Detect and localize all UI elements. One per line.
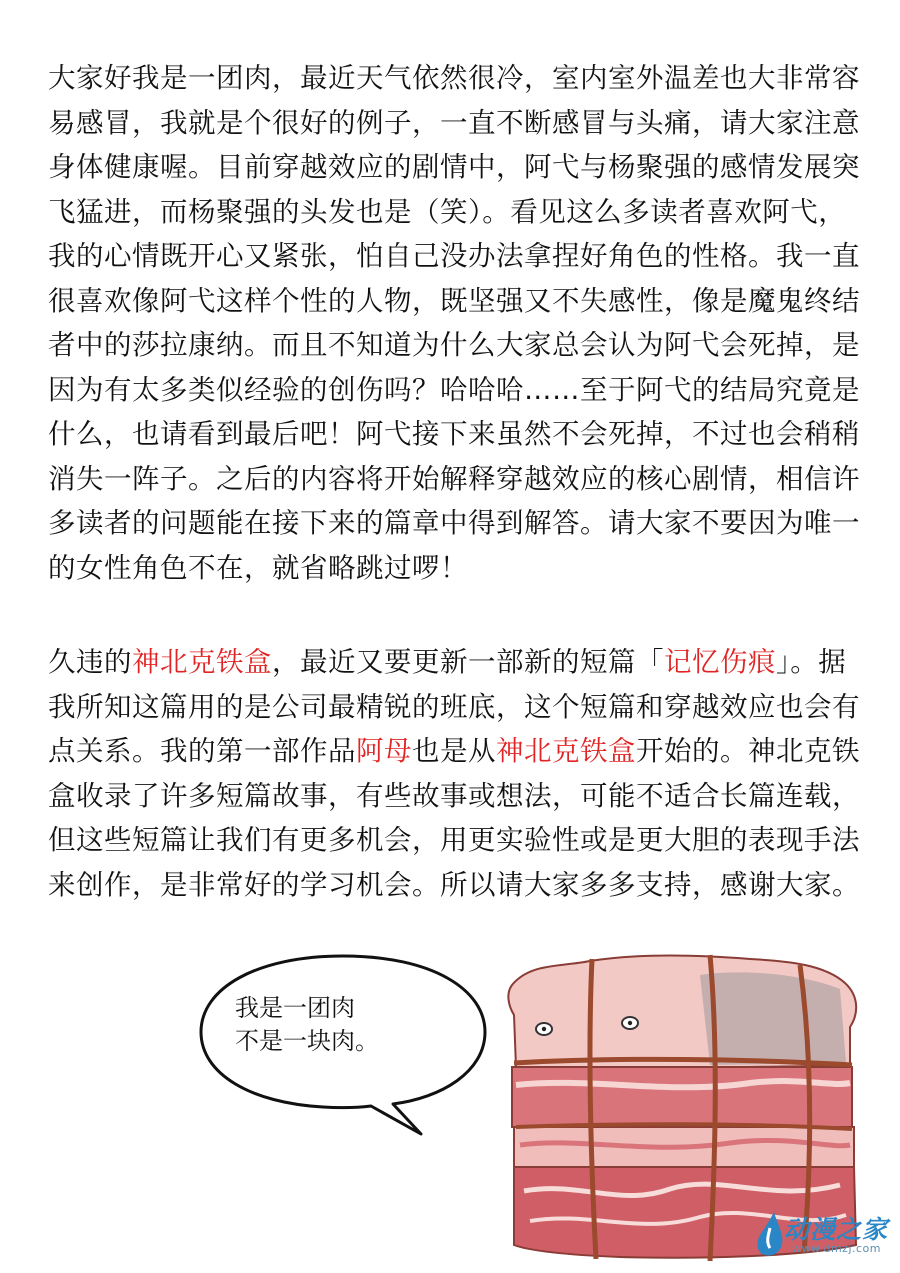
text-line: 身体健康喔。目前穿越效应的剧情中，阿弋与杨聚强的感情发展突 [48,151,860,183]
text-line: 盒收录了许多短篇故事，有些故事或想法，可能不适合长篇连载， [48,779,860,812]
water-drop-icon [748,1208,788,1263]
text-line: 我所知这篇用的是公司最精锐的班底，这个短篇和穿越效应也会有 [48,690,860,723]
text-line: 很喜欢像阿弋这样个性的人物，既坚强又不失感性，像是魔鬼终结 [48,284,860,317]
speech-bubble-text [235,992,379,1058]
text-line: 的女性角色不在，就省略跳过啰！ [48,551,468,584]
text-segment: 也是从 [412,735,496,767]
speech-line: 不是一块肉。 [235,1027,379,1055]
highlight-work-title: 阿母 [356,735,412,767]
text-line: 多读者的问题能在接下来的篇章中得到解答。请大家不要因为唯一 [48,507,860,539]
text-line: 者中的莎拉康纳。而且不知道为什么大家总会认为阿弋会死掉，是 [48,329,860,361]
logo-url: www.dmzj.com [792,1242,881,1255]
paragraph-two [48,640,858,907]
logo-text: 动漫之家 [784,1215,889,1244]
paragraph-one [48,56,858,590]
text-line: 易感冒，我就是个很好的例子，一直不断感冒与头痛，请大家注意 [48,106,860,139]
highlight-book-title: 神北克铁盒 [132,646,272,678]
text-line: 消失一阵子。之后的内容将开始解释穿越效应的核心剧情，相信许 [48,462,860,495]
text-segment: 开始的。神北克铁 [636,735,860,767]
text-line: 大家好我是一团肉，最近天气依然很冷，室内室外温差也大非常容 [48,62,860,94]
speech-bubble [193,950,493,1140]
text-line: 我的心情既开心又紧张，怕自己没办法拿捏好角色的性格。我一直 [48,240,860,272]
highlight-book-title: 神北克铁盒 [496,735,636,767]
watermark-logo [748,1208,893,1263]
text-line: 什么，也请看到最后吧！阿弋接下来虽然不会死掉，不过也会稍稍 [48,418,860,450]
text-segment: ，最近又要更新一部新的短篇「 [272,646,664,678]
text-line: 飞猛进，而杨聚强的头发也是（笑）。看见这么多读者喜欢阿弋， [48,195,847,228]
text-segment: 久违的 [48,646,132,678]
text-line: 但这些短篇让我们有更多机会，用更实验性或是更大胆的表现手法 [48,824,860,856]
text-line [48,640,858,685]
text-line [48,729,858,774]
text-line: 因为有太多类似经验的创伤吗？哈哈哈……至于阿弋的结局究竟是 [48,373,860,406]
speech-line: 我是一团肉 [235,994,355,1022]
text-segment: 点关系。我的第一部作品 [48,735,356,767]
text-segment: 」。据 [776,646,847,678]
highlight-short-title: 记忆伤痕 [664,646,776,678]
text-line: 来创作，是非常好的学习机会。所以请大家多多支持，感谢大家。 [48,868,860,901]
